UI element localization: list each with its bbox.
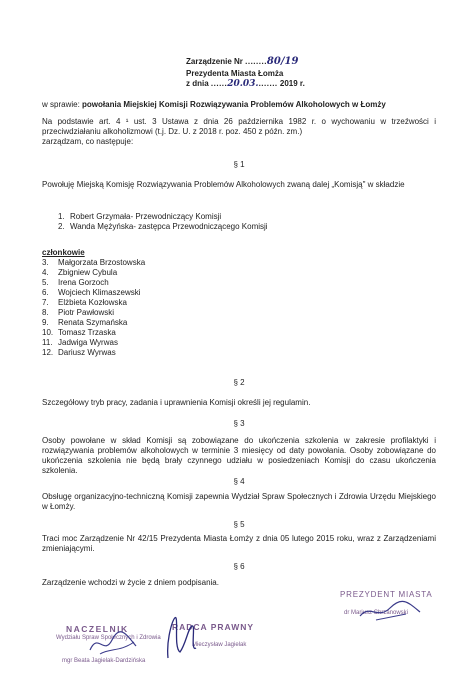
section-6-heading: § 6	[233, 562, 245, 571]
order-header	[186, 56, 346, 90]
stamp-prezydent-title: PREZYDENT MIASTA	[340, 590, 433, 599]
section-5-text: Traci moc Zarządzenie Nr 42/15 Prezydenta Miasta Łomży z dnia 05 lutego 2015 roku, wraz z Zarządzeniami zmieniającymi.	[42, 534, 436, 553]
order-number: 80/19	[266, 56, 299, 67]
section-1-heading: § 1	[233, 160, 245, 169]
order-label: Zarządzenie Nr	[186, 57, 243, 66]
stamp-radca-title: RADCA PRAWNY	[172, 622, 255, 632]
section-3-text: Osoby powołane w skład Komisji są zobowiązane do ukończenia szkolenia w zakresie profilaktyki i rozwiązywania problemów alkoholowych w terminie 3 miesięcy od daty powołania. Osoby zobowiązane do ukończenia szkolenia nie będą brały czynnego udziału w posiedzeniach Komisji do czasu ukończenia szkolenia.	[42, 436, 436, 475]
order-date-line: z dnia ......20.03........ 2019 r.	[186, 78, 305, 89]
order-date: 20.03.	[227, 78, 259, 89]
list-item: 1. Robert Grzymała- Przewodniczący Komisji	[58, 212, 222, 221]
list-item: 4. Zbigniew Cybula	[42, 268, 118, 277]
stamp-naczelnik-name: mgr Beata Jagielak-Dardzińska	[62, 658, 146, 664]
members-list	[42, 258, 145, 358]
list-item: 3. Małgorzata Brzostowska	[42, 258, 146, 267]
stamp-prezydent-name: dr Mariusz Chrzanowski	[344, 610, 409, 616]
date-prefix: z dnia	[186, 78, 209, 88]
section-3-heading: § 3	[233, 419, 245, 428]
signature-naczelnik-icon	[86, 628, 146, 658]
section-2-heading: § 2	[233, 378, 245, 387]
subject-text: powołania Miejskiej Komisji Rozwiązywania Problemów Alkoholowych w Łomży	[82, 100, 386, 109]
section-2-text: Szczegółowy tryb pracy, zadania i uprawnienia Komisji określi jej regulamin.	[42, 398, 311, 407]
order-number-line: Zarządzenie Nr ........80/19	[186, 56, 299, 67]
members-heading: członkowie	[42, 248, 85, 257]
list-item: 12. Dariusz Wyrwas	[42, 348, 116, 357]
list-item: 7. Elżbieta Kozłowska	[42, 298, 127, 307]
list-item: 9. Renata Szymańska	[42, 318, 128, 327]
list-item: 5. Irena Gorzoch	[42, 278, 109, 287]
list-item: 11. Jadwiga Wyrwas	[42, 338, 118, 347]
signature-prezydent-icon	[356, 598, 426, 624]
leaders-list	[58, 212, 268, 232]
list-item: 6. Wojciech Klimaszewski	[42, 288, 141, 297]
section-4-heading: § 4	[233, 477, 245, 486]
legal-basis: Na podstawie art. 4 ¹ ust. 3 Ustawa z dnia 26 października 1982 r. o wychowaniu w trzeźwości i przeciwdziałaniu alkoholizmowi (t.j. Dz. U. z 2018 r. poz. 450 z późn. zm.)	[42, 117, 436, 136]
order-issuer: Prezydenta Miasta Łomża	[186, 68, 284, 78]
list-item: 2. Wanda Mężyńska- zastępca Przewodniczącego Komisji	[58, 222, 268, 231]
date-suffix: 2019 r.	[279, 78, 305, 88]
list-item: 8. Piotr Pawłowski	[42, 308, 115, 317]
subject-line	[42, 100, 442, 110]
subject-prefix: w sprawie:	[42, 100, 80, 109]
section-6-text: Zarządzenie wchodzi w życie z dniem podpisania.	[42, 578, 219, 587]
stamp-naczelnik-title: NACZELNIK	[66, 624, 129, 634]
section-1-text: Powołuję Miejską Komisję Rozwiązywania Problemów Alkoholowych zwaną dalej „Komisją" w składzie	[42, 180, 405, 189]
list-item: 10. Tomasz Trzaska	[42, 328, 116, 337]
section-5-heading: § 5	[233, 520, 245, 529]
stamp-radca-name: Mieczysław Jagielak	[192, 642, 247, 648]
section-4-text: Obsługę organizacyjno-techniczną Komisji zapewnia Wydział Spraw Społecznych i Zdrowia Urzędu Miejskiego w Łomży.	[42, 492, 436, 511]
ordering-clause: zarządzam, co następuje:	[42, 137, 134, 146]
stamp-naczelnik-dept: Wydziału Spraw Społecznych i Zdrowia	[56, 634, 161, 641]
signature-radca-icon	[160, 608, 200, 664]
